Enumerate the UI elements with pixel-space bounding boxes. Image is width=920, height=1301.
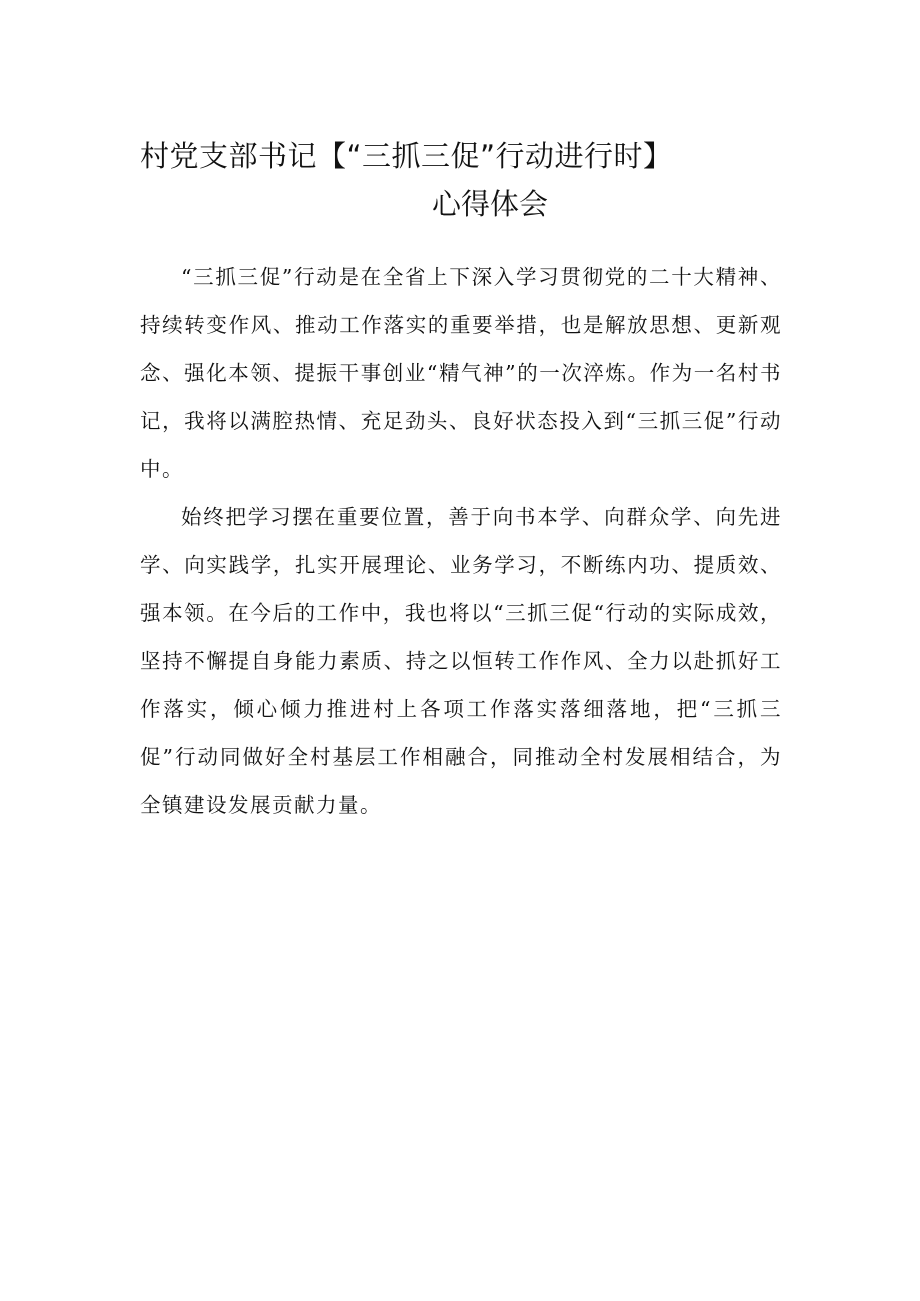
document-body bbox=[140, 253, 782, 829]
document-title bbox=[140, 132, 780, 228]
paragraph-2: 始终把学习摆在重要位置，善于向书本学、向群众学、向先进学、向实践学，扎实开展理论、业务学习，不断练内功、提质效、强本领。在今后的工作中，我也将以“三抓三促“行动的实际成效，坚持不懈提自身能力素质、持之以恒转工作作风、全力以赴抓好工作落实，倾心倾力推进村上各项工作落实落细落地，把“三抓三促”行动同做好全村基层工作相融合，同推动全村发展相结合，为全镇建设发展贡献力量。 bbox=[140, 505, 782, 817]
title-line-2: 心得体会 bbox=[431, 187, 548, 221]
paragraph-1: “三抓三促”行动是在全省上下深入学习贯彻党的二十大精神、持续转变作风、推动工作落实的重要举措，也是解放思想、更新观念、强化本领、提振干事创业“精气神”的一次淬炼。作为一名村书记，我将以满腔热情、充足劲头、良好状态投入到“三抓三促”行动中。 bbox=[140, 265, 782, 481]
title-line-1: 村党支部书记【“三抓三促”行动进行时】 bbox=[140, 139, 673, 173]
